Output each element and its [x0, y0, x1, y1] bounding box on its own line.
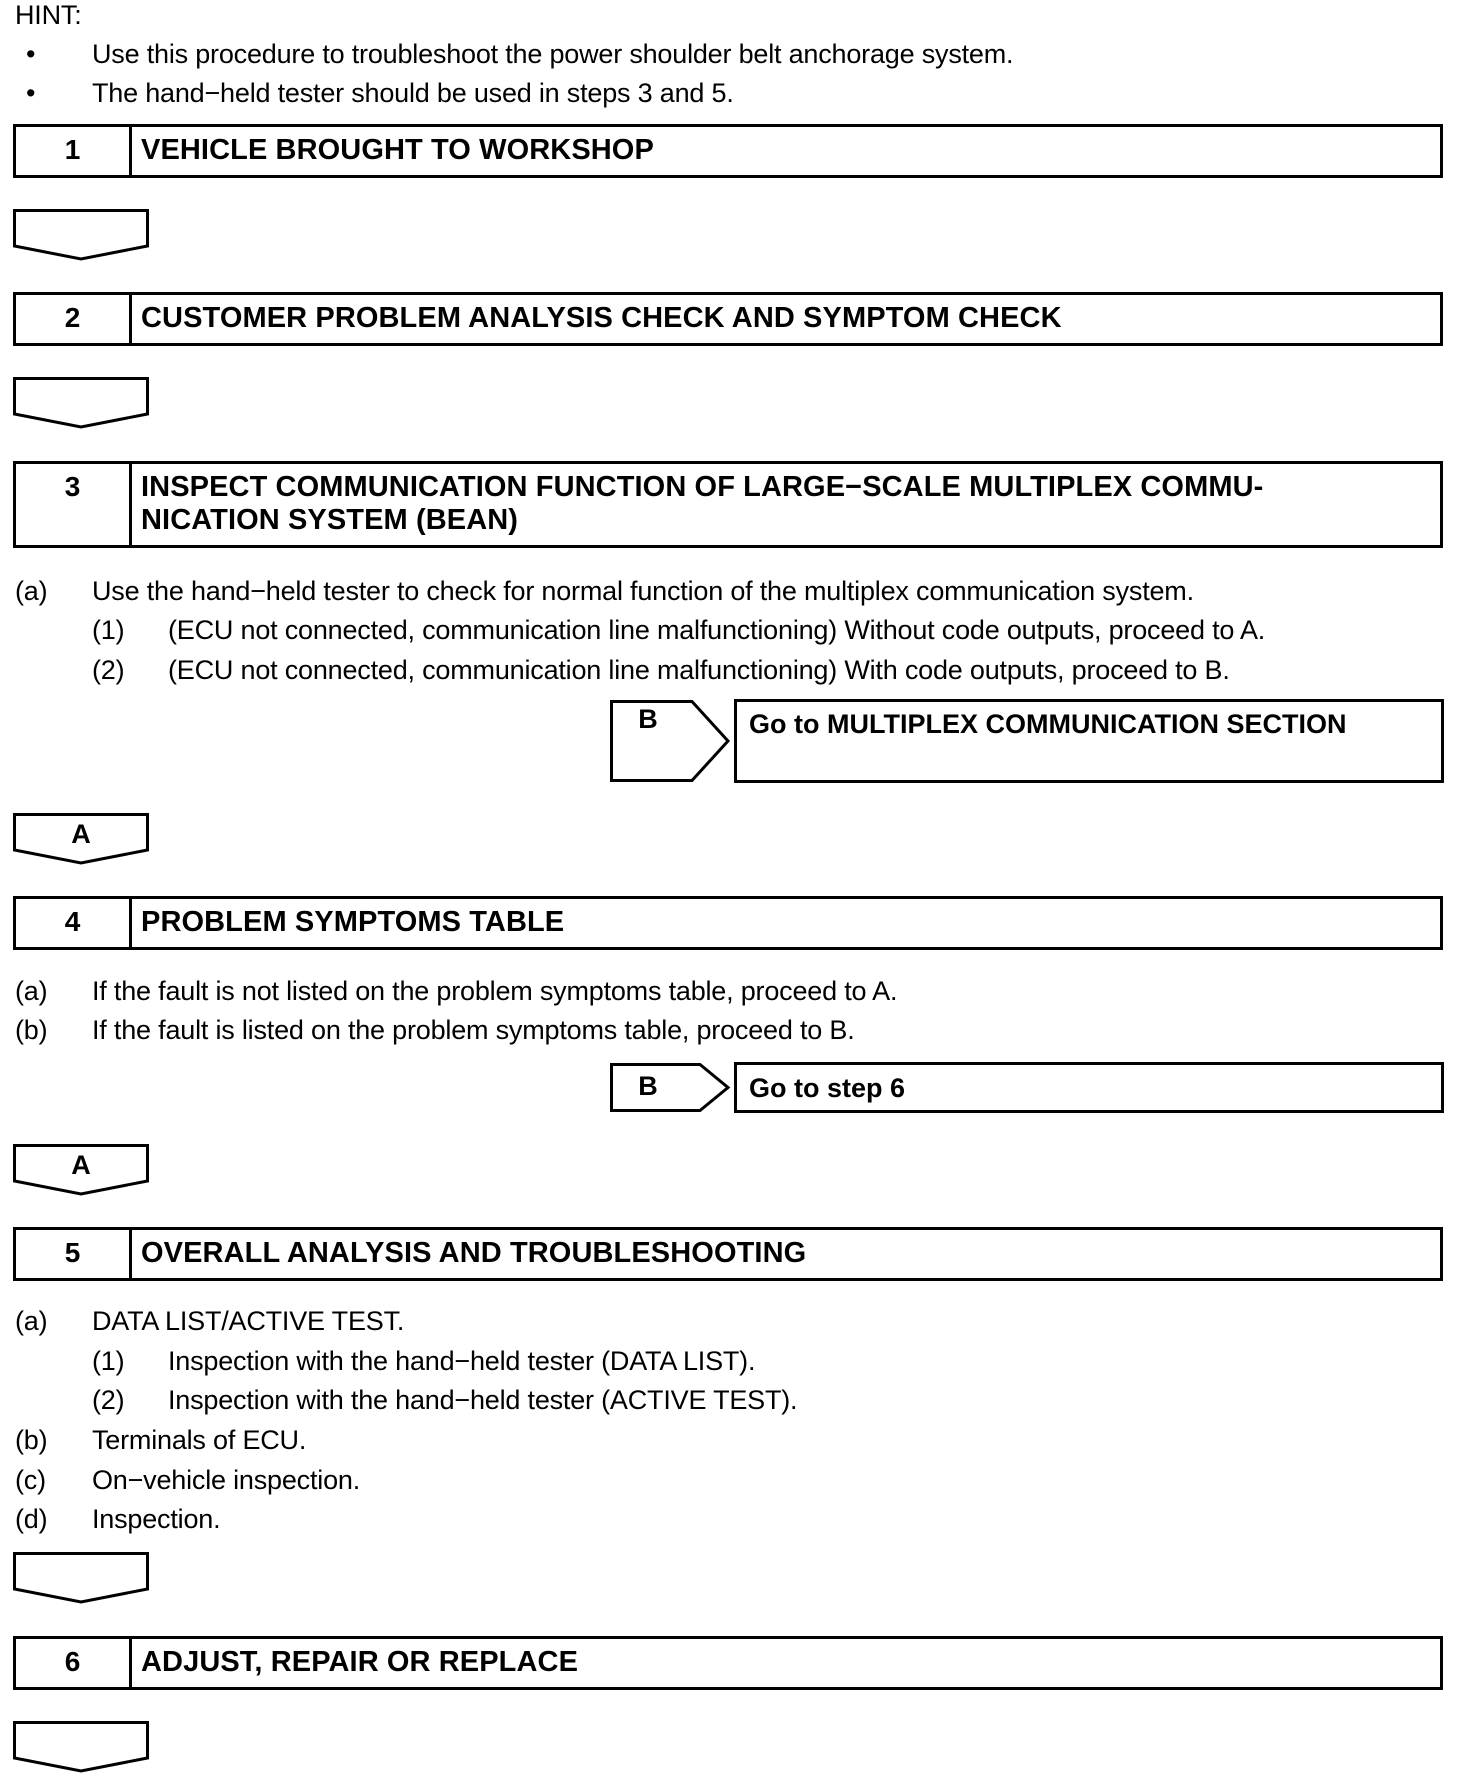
step-2-header	[13, 292, 1443, 346]
arrow-label: A	[71, 819, 91, 849]
item-text: Inspection with the hand−held tester (DATA LIST).	[168, 1346, 756, 1376]
branch-label: B	[638, 1071, 658, 1101]
step-title: PROBLEM SYMPTOMS TABLE	[141, 906, 565, 938]
item-marker: (a)	[15, 976, 48, 1006]
branch-b-marker	[608, 1061, 732, 1114]
hint-bullet-1: Use this procedure to troubleshoot the power shoulder belt anchorage system.	[92, 39, 1014, 69]
step-4-header	[13, 896, 1443, 950]
item-text: If the fault is not listed on the problem symptoms table, proceed to A.	[92, 976, 898, 1006]
item-marker: (a)	[15, 1306, 48, 1336]
item-text: Inspection with the hand−held tester (ACTIVE TEST).	[168, 1385, 798, 1415]
arrow-label: A	[71, 1150, 91, 1180]
step-title: OVERALL ANALYSIS AND TROUBLESHOOTING	[141, 1237, 807, 1269]
hint-label: HINT:	[15, 0, 82, 30]
branch-b-marker	[608, 698, 732, 784]
step-number: 3	[16, 464, 132, 545]
step-1-header	[13, 124, 1443, 178]
branch-label: B	[638, 704, 658, 734]
item-marker: (d)	[15, 1504, 48, 1534]
item-text: DATA LIST/ACTIVE TEST.	[92, 1306, 405, 1336]
step-title-line-1: INSPECT COMMUNICATION FUNCTION OF LARGE−SCALE MULTIPLEX COMMU-	[141, 471, 1264, 503]
bullet-icon: •	[26, 78, 36, 108]
step-title	[141, 464, 1430, 537]
item-text: If the fault is listed on the problem symptoms table, proceed to B.	[92, 1015, 855, 1045]
item-marker: (c)	[15, 1465, 46, 1495]
item-marker: (2)	[92, 655, 125, 685]
step-number: 1	[16, 127, 132, 175]
item-marker: (b)	[15, 1425, 48, 1455]
step-number: 5	[16, 1230, 132, 1278]
step-title: VEHICLE BROUGHT TO WORKSHOP	[141, 134, 654, 166]
branch-action-box: Go to step 6	[734, 1062, 1444, 1113]
branch-action-box: Go to MULTIPLEX COMMUNICATION SECTION	[734, 699, 1444, 783]
flow-arrow	[13, 209, 149, 261]
item-text: Terminals of ECU.	[92, 1425, 307, 1455]
flow-arrow	[13, 1552, 149, 1604]
flow-arrow-a	[13, 813, 149, 865]
step-6-header	[13, 1636, 1443, 1690]
item-text: (ECU not connected, communication line malfunctioning) Without code outputs, proceed to A.	[168, 615, 1266, 645]
item-marker: (a)	[15, 576, 48, 606]
item-marker: (1)	[92, 615, 125, 645]
step-5-header	[13, 1227, 1443, 1281]
item-text: Use the hand−held tester to check for normal function of the multiplex communication system.	[92, 576, 1194, 606]
down-arrow-icon	[13, 1552, 153, 1608]
step-3-header	[13, 461, 1443, 548]
step-number: 6	[16, 1639, 132, 1687]
step-title: CUSTOMER PROBLEM ANALYSIS CHECK AND SYMPTOM CHECK	[141, 302, 1062, 334]
step-title: ADJUST, REPAIR OR REPLACE	[141, 1646, 579, 1678]
hint-bullet-2: The hand−held tester should be used in steps 3 and 5.	[92, 78, 734, 108]
flow-arrow	[13, 377, 149, 429]
step-number: 4	[16, 899, 132, 947]
item-text: Inspection.	[92, 1504, 221, 1534]
down-arrow-icon	[13, 209, 153, 265]
step-title-line-2: NICATION SYSTEM (BEAN)	[141, 504, 519, 536]
item-marker: (1)	[92, 1346, 125, 1376]
down-arrow-icon	[13, 1721, 153, 1777]
down-arrow-icon	[13, 377, 153, 433]
item-text: On−vehicle inspection.	[92, 1465, 361, 1495]
flow-arrow	[13, 1721, 149, 1773]
bullet-icon: •	[26, 39, 36, 69]
step-number: 2	[16, 295, 132, 343]
item-marker: (2)	[92, 1385, 125, 1415]
item-text: (ECU not connected, communication line malfunctioning) With code outputs, proceed to B.	[168, 655, 1230, 685]
item-marker: (b)	[15, 1015, 48, 1045]
flow-arrow-a	[13, 1144, 149, 1196]
